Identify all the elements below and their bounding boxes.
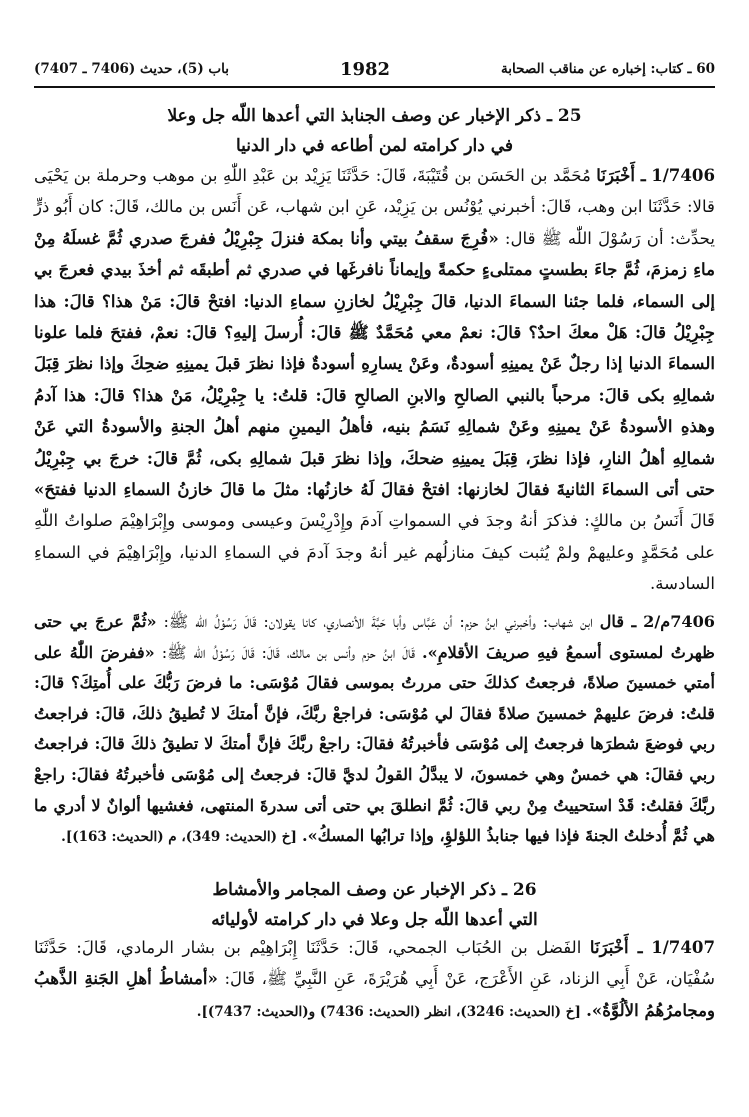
section-heading-line: التي أعدها اللّه جل وعلا في دار كرامته لأوليائه [211,910,538,930]
header-rule [34,86,715,88]
page-header [34,54,715,84]
hadith-number: 7406م/2 [643,612,715,631]
matn-quote: «ففرضَ اللّٰهُ على أمتي خمسينَ صلاةً، فرجعتُ كذلكَ حتى مررتُ بموسى فقالَ مُوْسَى: ما فرضَ رَبُّكَ على أُمتِكَ؟ قالَ: قلتُ: فرضَ عليهمْ خمسينَ صلاةً فقالَ لي مُوْسَى: فراجعْ ربَّكَ، فإنَّ أمتكَ لا تُطيقُ ذلكَ، قالَ: فراجعتُ ربي فوضعَ شطرَها فرجعتُ إلى مُوْسَى فأخبرتُهُ فقالَ: راجعْ ربَّكَ فإنَّ أمتكَ لا تطيقُ ذلكَ قالَ: فراجعتُ ربي فقالَ: هي خمسٌ وهي خمسونَ، لا يبدَّلُ القولُ لديَّ قالَ: فرجعتُ إلى مُوْسَى فأخبرتُهُ فقالَ: راجعْ ربَّكَ فقلتُ: قَدْ استحييتُ مِنْ ربي قالَ: ثُمَّ انطلقَ بي حتى أتى سدرةَ المنتهى، فغشيها ألوانٌ لا أدري ما هي ثُمَّ أُدخلتُ الجنةَ فإذا فيها جنابذُ اللؤلؤِ، وإذا ترابُها المسكُ». [34,642,715,846]
hadith-number: 1/7406 [651,165,715,185]
matn-quote: «أمشاطُ أهلِ الجَنةِ الذَّهبُ ومجامرُهُمُ الألُوَّةُ». [34,968,715,1020]
section-heading-line: 26 ـ ذكر الإخبار عن وصف المجامر والأمشاط [212,880,537,900]
hadith-intro: أَخْبَرَنَا [596,165,635,185]
hadith-7406: 1/7406 ـ أَخْبَرَنَا مُحَمَّد بن الحَسَن بن قُتَيْبَةَ، قَالَ: حَدَّثَنَا يَزِيْد بن عَبْدِ اللّٰهِ بن موهب وحرملة بن يَحْيَى قالا: حَدَّثَنَا ابن وهب، قَالَ: أخبرني يُوْنُس بن يَزِيْد، عَنِ ابن شهاب، عَن أَنَس بن مالك، قَالَ: كان أَبُو ذرٍّ يحدِّث: أن رَسُوْلَ اللّٰه ﷺ قال: «فُرِجَ سقفُ بيتي وأنا بمكة فنزلَ جِبْرِيْلُ ففرجَ صدري ثُمَّ غسلَهُ مِنْ ماءِ زمزمَ، ثُمَّ جاءَ بطستٍ ممتلىءٍ حكمةً وإيماناً نافرغَها في صدري ثم أطبقَه ثم أخذَ بيدي فعرجَ بي إلى السماء، فلما جئنا السماءَ الدنيا، قالَ جِبْرِيْلُ لخازنِ سماءِ الدنيا: افتحْ قالَ: مَنْ هذا؟ قالَ: هذا جِبْرِيْلُ قالَ: هَلْ معكَ احدٌ؟ قالَ: نعمْ معي مُحَمَّدٌ ﷺ قالَ: أُرسلَ إليهِ؟ قالَ: نعمْ، ففتحَ فلما علونا السماءَ الدنيا إذا رجلٌ عَنْ يمينِهِ أسودةٌ، وعَنْ يسارِهِ أسودةٌ فإذا نظرَ قبلَ يمينِهِ ضحِكَ وإذا نظرَ قِبَلَ شمالِهِ بكى قالَ: مرحباً بالنبي الصالحِ والابنِ الصالحِ قالَ: قلتُ: يا جِبْرِيْلُ، مَنْ هذا؟ قالَ: هذا آدمُ وهذهِ الأسودةُ عَنْ يمينِهِ وعَنْ شمالِهِ نَسَمُ بنيه، فأهلُ اليمينِ منهم أهلُ الجنةِ والأسودةُ التي عَنْ شمالِهِ أهلُ النارِ، فإذا نظرَ، قِبَلَ يمينِهِ ضحكَ، وإذا نظرَ قبلَ شمالِهِ بكى، ثُمَّ قالَ: خرجَ بي جِبْرِيْلُ حتى أتى السماءَ الثانيةَ فقالَ لخازنها: افتحْ فقالَ لَهُ خازنُها: مثلَ ما قالَ خازنُ السماءِ الدنيا ففتحَ» قَالَ أَنَسُ بن مالكٍ: فذكرَ أنهُ وجدَ في السمواتِ آدمَ وإِدْرِيْسَ وعيسى وموسى وإِبْرَاهِيْمَ صلواتُ اللّٰهِ على مُحَمَّدٍ وعليهمْ ولمْ يُثبت كيفَ منازلُهم غير أنهُ وجدَ آدمَ في السماءِ الدنيا، وإِبْرَاهِيْمَ في السماءِ السادسة. [34,165,715,594]
isnad-text: مُحَمَّد بن الحَسَن بن قُتَيْبَةَ، قَالَ: حَدَّثَنَا يَزِيْد بن عَبْدِ اللّٰهِ بن موهب وحرملة بن يَحْيَى قالا: حَدَّثَنَا ابن وهب، قَالَ: أخبرني يُوْنُس بن يَزِيْد، عَنِ ابن شهاب، عَن أَنَس بن مالك، قَالَ: كان أَبُو ذرٍّ يحدِّث: أن رَسُوْلَ اللّٰه ﷺ قال: [34,166,715,248]
section-heading-line: في دار كرامته لمن أطاعه في دار الدنيا [235,136,514,156]
hadith-7407: 1/7407 ـ أَخْبَرَنَا الفَضل بن الحُبَاب الجمحي، قَالَ: حَدَّثَنَا إِبْرَاهِيْم بن بشار الرمادي، قَالَ: حَدَّثَنَا سُفْيَان، عَنْ أَبِي الزناد، عَنِ الأَعْرَج، عَنْ أَبِي هُرَيْرَةَ، عَنِ النَّبِيِّ ﷺ، قَالَ: «أمشاطُ أهلِ الجَنةِ الذَّهبُ ومجامرُهُمُ الألُوَّةُ». [خ (الحديث: 3246)، انظر (الحديث: 7436) و(الحديث: 7437)]. [34,937,715,1020]
page-number: 1982 [339,58,391,80]
book-title: 60 ـ كتاب: إخباره عن مناقب الصحابة [501,61,715,77]
hadith-intro: أَخْبَرَنَا [589,937,629,957]
section-heading-26 [34,875,715,935]
hadith-intro: قال [599,612,625,631]
isnad-text: ابن شهاب: وأخبرني ابنُ حزم: أن عَبَّاس وأبا حَبَّةَ الأنصاري، كانا يقولان: قَالَ رَسُوْلُ اللّٰه ﷺ: [163,612,593,631]
narration-text: قَالَ أَنَسُ بن مالكٍ: فذكرَ أنهُ وجدَ في السمواتِ آدمَ وإِدْرِيْسَ وعيسى وموسى وإِبْرَاهِيْمَ صلواتُ اللّٰهِ على مُحَمَّدٍ وعليهمْ ولمْ يُثبت كيفَ منازلُهم غير أنهُ وجدَ آدمَ في السماءِ الدنيا، وإِبْرَاهِيْمَ في السماءِ السادسة. [34,511,715,594]
hadith-7406-b: 7406م/2 ـ قال ابن شهاب: وأخبرني ابنُ حزم: أن عَبَّاس وأبا حَبَّةَ الأنصاري، كانا يقولان: قَالَ رَسُوْلُ اللّٰه ﷺ: «ثُمَّ عرجَ بي حتى ظهرتُ لمستوى أسمعُ فيهِ صريفَ الأقلامِ». قَالَ ابنُ حزم وأنس بن مالك، قَالَ: قَالَ رَسُوْلُ اللّٰه ﷺ: «ففرضَ اللّٰهُ على أمتي خمسينَ صلاةً، فرجعتُ كذلكَ حتى مررتُ بموسى فقالَ مُوْسَى: ما فرضَ رَبُّكَ على أُمتِكَ؟ قالَ: قلتُ: فرضَ عليهمْ خمسينَ صلاةً فقالَ لي مُوْسَى: فراجعْ ربَّكَ، فإنَّ أمتكَ لا تُطيقُ ذلكَ، قالَ: فراجعتُ ربي فوضعَ شطرَها فرجعتُ إلى مُوْسَى فأخبرتُهُ فقالَ: راجعْ ربَّكَ فإنَّ أمتكَ لا تطيقُ ذلكَ قالَ: فراجعتُ ربي فقالَ: هي خمسٌ وهي خمسونَ، لا يبدَّلُ القولُ لديَّ قالَ: فرجعتُ إلى مُوْسَى فأخبرتُهُ فقالَ: راجعْ ربَّكَ فقلتُ: قَدْ استحييتُ مِنْ ربي قالَ: ثُمَّ انطلقَ بي حتى أتى سدرةَ المنتهى، فغشيها ألوانٌ لا أدري ما هي ثُمَّ أُدخلتُ الجنةَ فإذا فيها جنابذُ اللؤلؤِ، وإذا ترابُها المسكُ». [خ (الحديث: 349)، م (الحديث: 163)]. [34,612,715,846]
section-heading-25 [34,101,715,161]
isnad-text: قَالَ ابنُ حزم وأنس بن مالك، قَالَ: قَالَ رَسُوْلُ اللّٰه ﷺ: [161,642,416,662]
matn-quote: «ثُمَّ عرجَ بي حتى ظهرتُ لمستوى أسمعُ فيهِ صريفَ الأقلامِ». [34,612,715,662]
matn-quote: «فُرِجَ سقفُ بيتي وأنا بمكة فنزلَ جِبْرِيْلُ ففرجَ صدري ثُمَّ غسلَهُ مِنْ ماءِ زمزمَ، ثُمَّ جاءَ بطستٍ ممتلىءٍ حكمةً وإيماناً نافرغَها في صدري ثم أطبقَه ثم أخذَ بيدي فعرجَ بي إلى السماء، فلما جئنا السماءَ الدنيا، قالَ جِبْرِيْلُ لخازنِ سماءِ الدنيا: افتحْ قالَ: مَنْ هذا؟ قالَ: هذا جِبْرِيْلُ قالَ: هَلْ معكَ احدٌ؟ قالَ: نعمْ معي مُحَمَّدٌ ﷺ قالَ: أُرسلَ إليهِ؟ قالَ: نعمْ، ففتحَ فلما علونا السماءَ الدنيا إذا رجلٌ عَنْ يمينِهِ أسودةٌ، وعَنْ يسارِهِ أسودةٌ فإذا نظرَ قبلَ يمينِهِ ضحِكَ وإذا نظرَ قِبَلَ شمالِهِ بكى قالَ: مرحباً بالنبي الصالحِ والابنِ الصالحِ قالَ: قلتُ: يا جِبْرِيْلُ، مَنْ هذا؟ قالَ: هذا آدمُ وهذهِ الأسودةُ عَنْ يمينِهِ وعَنْ شمالِهِ نَسَمُ بنيه، فأهلُ اليمينِ منهم أهلُ الجنةِ والأسودةُ التي عَنْ شمالِهِ أهلُ النارِ، فإذا نظرَ، قِبَلَ يمينِهِ ضحكَ، وإذا نظرَ قبلَ شمالِهِ بكى، ثُمَّ قالَ: خرجَ بي جِبْرِيْلُ حتى أتى السماءَ الثانيةَ فقالَ لخازنها: افتحْ فقالَ لَهُ خازنُها: مثلَ ما قالَ خازنُ السماءِ الدنيا ففتحَ» [34,227,715,500]
hadith-number: 1/7407 [651,937,715,957]
source-reference: [خ (الحديث: 3246)، انظر (الحديث: 7436) و(الحديث: 7437)]. [196,1003,581,1020]
chapter-reference: باب (5)، حديث (7406 ـ 7407) [34,61,229,77]
section-heading-line: 25 ـ ذكر الإخبار عن وصف الجنابذ التي أعدها اللّه جل وعلا [167,106,582,126]
source-reference: [خ (الحديث: 349)، م (الحديث: 163)]. [61,829,297,846]
isnad-text: الفَضل بن الحُبَاب الجمحي، قَالَ: حَدَّثَنَا إِبْرَاهِيْم بن بشار الرمادي، قَالَ: حَدَّثَنَا سُفْيَان، عَنْ أَبِي الزناد، عَنِ الأَعْرَج، عَنْ أَبِي هُرَيْرَةَ، عَنِ النَّبِيِّ ﷺ، قَالَ: [34,938,715,989]
